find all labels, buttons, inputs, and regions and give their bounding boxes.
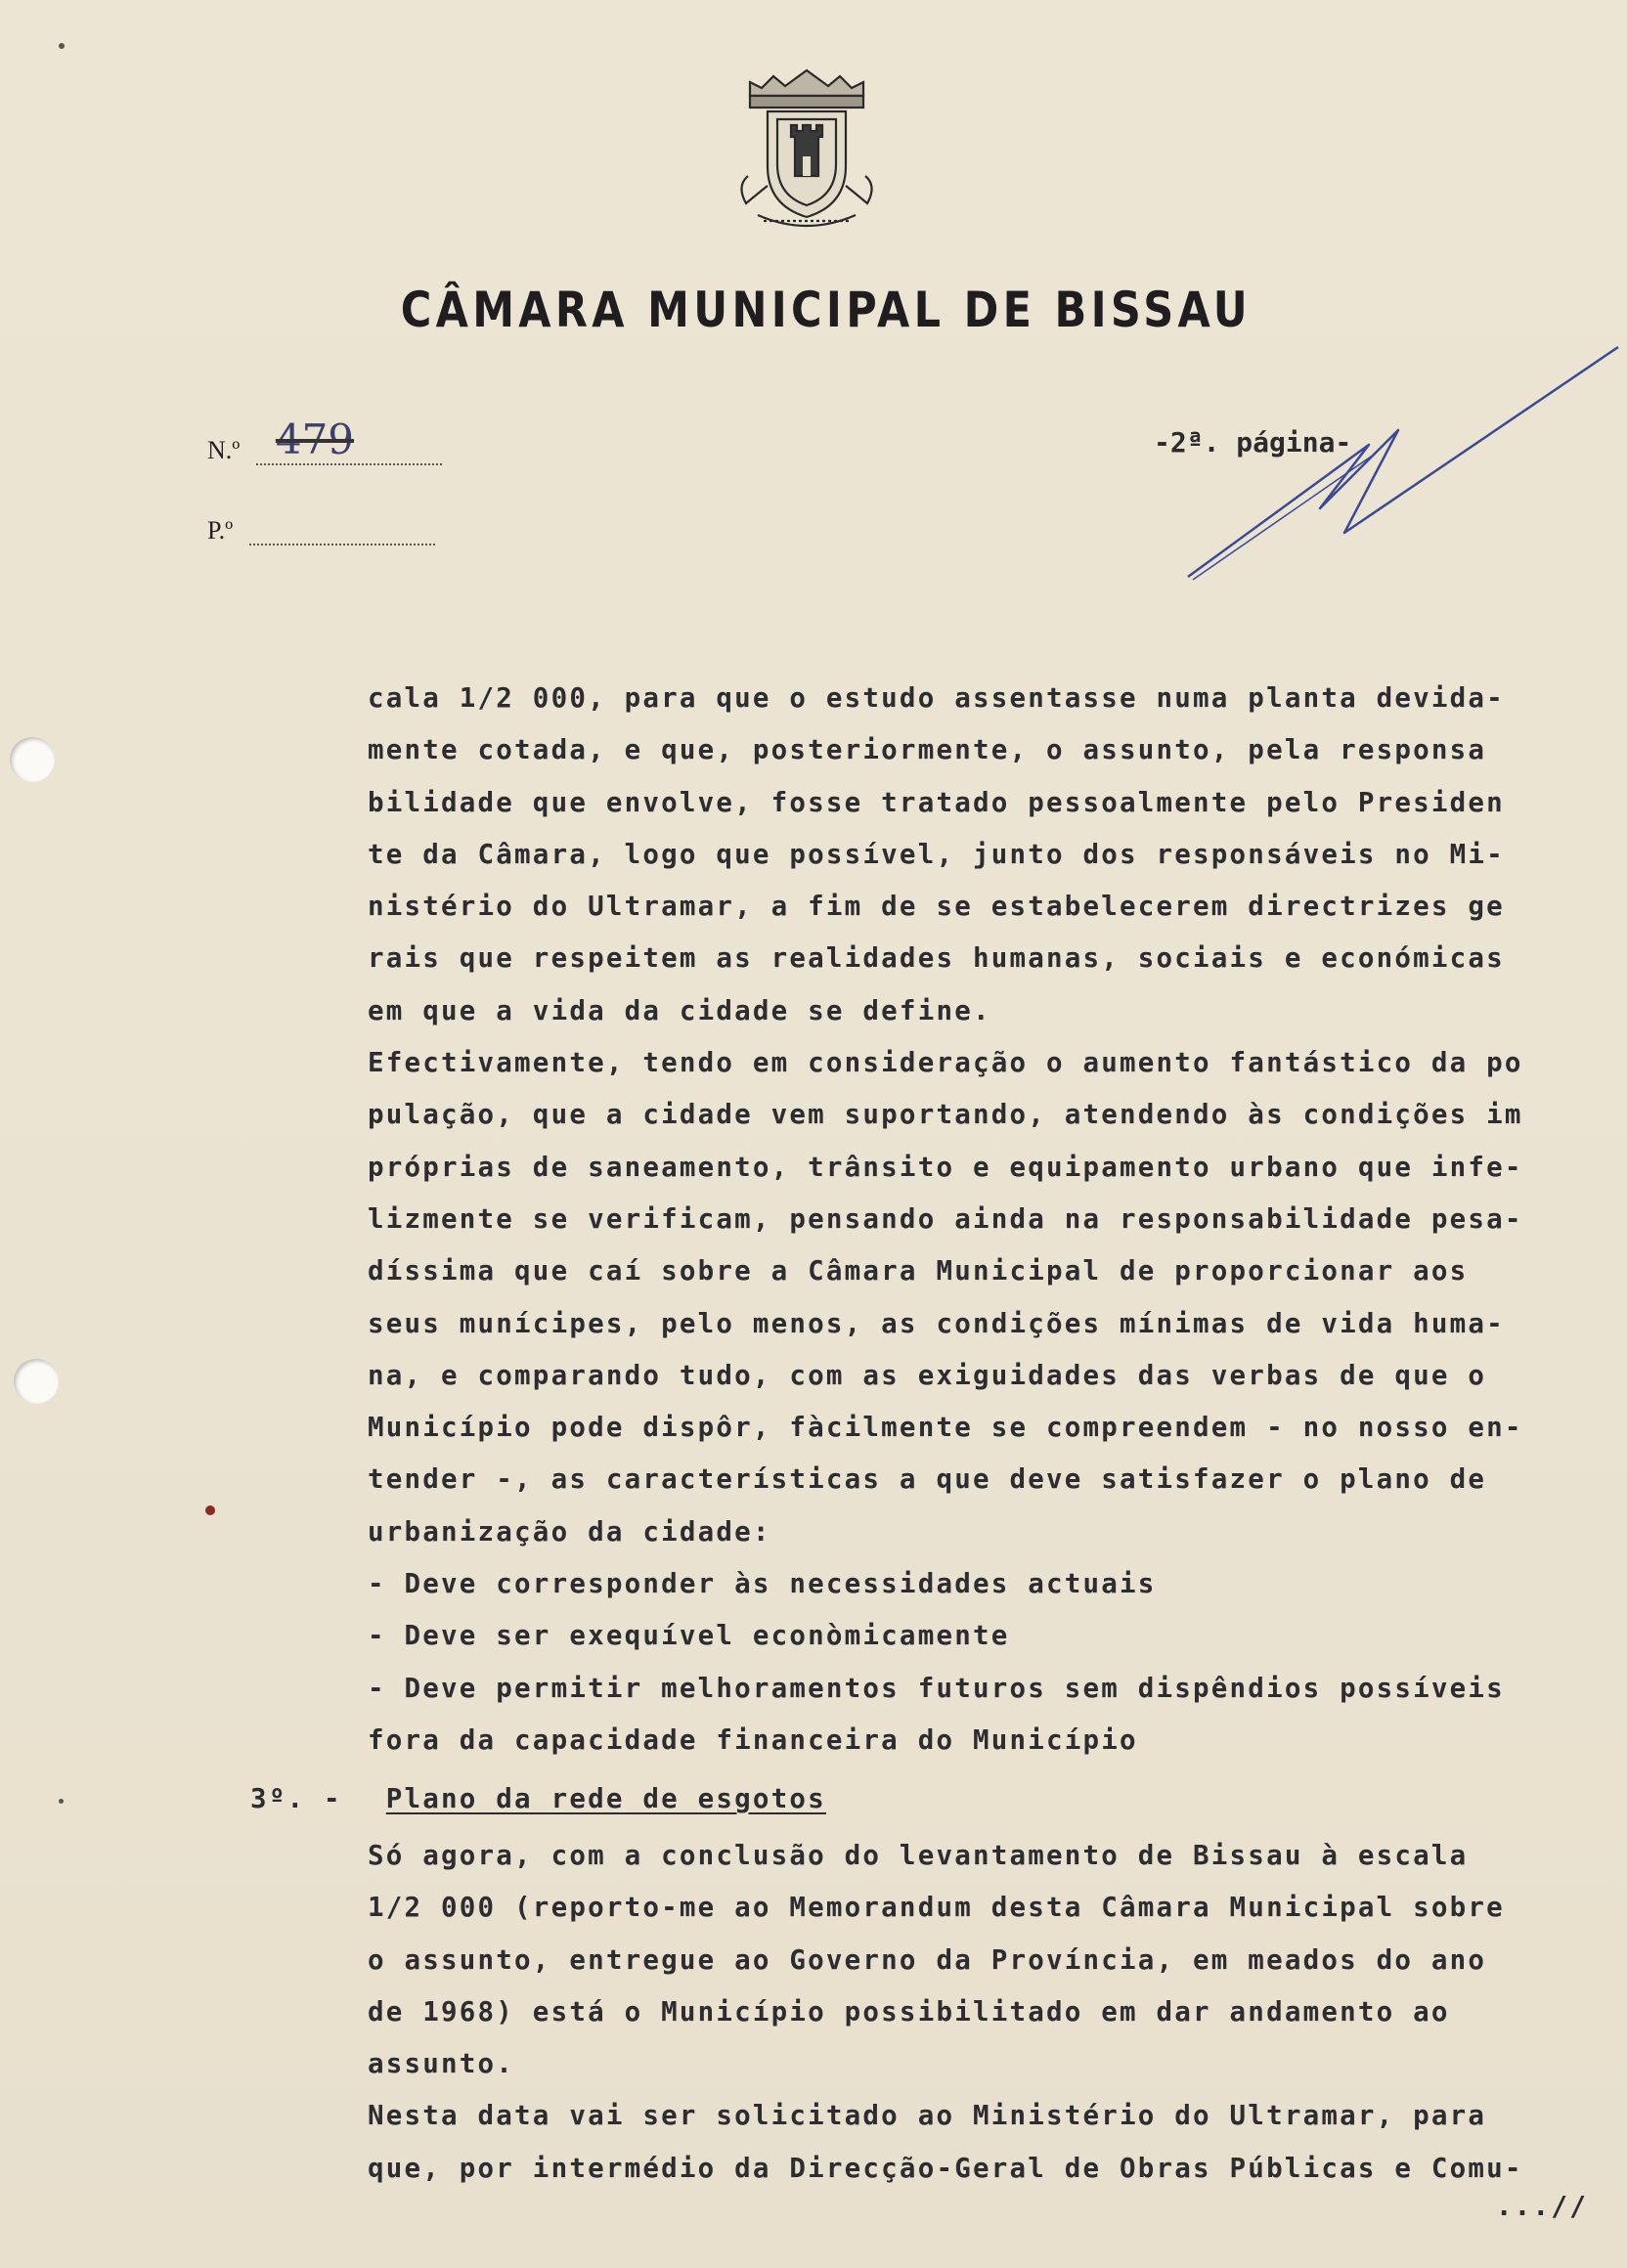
body-paragraphs xyxy=(368,673,1590,1766)
signature-icon xyxy=(1173,337,1623,591)
punch-hole xyxy=(10,737,55,782)
body-line: assunto. xyxy=(368,2048,515,2080)
body-line: lizmente se verificam, pensando ainda na responsabilidade pesa- xyxy=(368,1202,1523,1235)
list-item: - Deve permitir melhoramentos futuros sem dispêndios possíveis xyxy=(368,1672,1505,1704)
body-line: que, por intermédio da Direcção-Geral de Obras Públicas e Comu- xyxy=(368,2152,1523,2184)
body-line: mente cotada, e que, posteriormente, o assunto, pela responsa xyxy=(368,734,1487,766)
number-label: N.º xyxy=(207,436,241,464)
organization-title: CÂMARA MUNICIPAL DE BISSAU xyxy=(400,282,1253,338)
section-heading xyxy=(250,1783,826,1814)
ink-speck xyxy=(59,1799,64,1804)
municipal-crest-icon xyxy=(728,68,885,235)
list-item: - Deve ser exequível econòmicamente xyxy=(368,1620,1010,1652)
page-marker: -2ª. página- xyxy=(1154,426,1352,458)
process-line xyxy=(249,520,435,545)
body-line: Efectivamente, tendo em consideração o aumento fantástico da po xyxy=(368,1047,1523,1079)
body-line: Nesta data vai ser solicitado ao Ministério do Ultramar, para xyxy=(368,2100,1487,2132)
body-line: cala 1/2 000, para que o estudo assentasse numa planta devida- xyxy=(368,682,1505,714)
section-paragraphs xyxy=(368,1830,1590,2195)
number-value: 479 xyxy=(275,415,355,463)
number-line xyxy=(256,415,442,465)
body-line: Só agora, com a conclusão do levantamento de Bissau à escala xyxy=(368,1840,1469,1871)
process-field xyxy=(207,516,435,545)
body-line: rais que respeitem as realidades humanas, sociais e económicas xyxy=(368,942,1505,975)
body-line: de 1968) está o Município possibilitado em dar andamento ao xyxy=(368,1995,1450,2028)
body-line: 1/2 000 (reporto-me ao Memorandum desta Câmara Municipal sobre xyxy=(368,1892,1505,1924)
section-title: Plano da rede de esgotos xyxy=(385,1783,826,1814)
body-line: na, e comparando tudo, com as exiguidades das verbas de que o xyxy=(368,1359,1487,1391)
body-line: te da Câmara, logo que possível, junto dos responsáveis no Mi- xyxy=(368,838,1505,870)
number-field xyxy=(207,415,442,465)
body-line: díssima que caí sobre a Câmara Municipal de proporcionar aos xyxy=(368,1255,1469,1287)
body-line: bilidade que envolve, fosse tratado pessoalmente pelo Presiden xyxy=(368,786,1505,818)
body-line: Município pode dispôr, fàcilmente se compreendem - no nosso en- xyxy=(368,1412,1523,1444)
process-label: P.º xyxy=(207,516,234,545)
body-line: próprias de saneamento, trânsito e equipamento urbano que infe- xyxy=(368,1151,1523,1183)
body-line: fora da capacidade financeira do Município xyxy=(368,1723,1138,1756)
ink-speck xyxy=(205,1505,215,1515)
body-line: o assunto, entregue ao Governo da Província, em meados do ano xyxy=(368,1943,1487,1976)
body-line: nistério do Ultramar, a fim de se estabelecerem directrizes ge xyxy=(368,891,1505,923)
continuation-mark: ...// xyxy=(1495,2190,1588,2222)
body-line: em que a vida da cidade se define. xyxy=(368,994,991,1026)
ink-speck xyxy=(59,43,65,49)
body-line: urbanização da cidade: xyxy=(368,1515,771,1548)
list-item: - Deve corresponder às necessidades actuais xyxy=(368,1568,1157,1600)
body-line: pulação, que a cidade vem suportando, atendendo às condições im xyxy=(368,1099,1523,1131)
section-number: 3º. - xyxy=(250,1783,342,1814)
body-line: seus munícipes, pelo menos, as condições mínimas de vida huma- xyxy=(368,1307,1505,1339)
punch-hole xyxy=(14,1359,59,1404)
body-line: tender -, as características a que deve satisfazer o plano de xyxy=(368,1463,1487,1496)
